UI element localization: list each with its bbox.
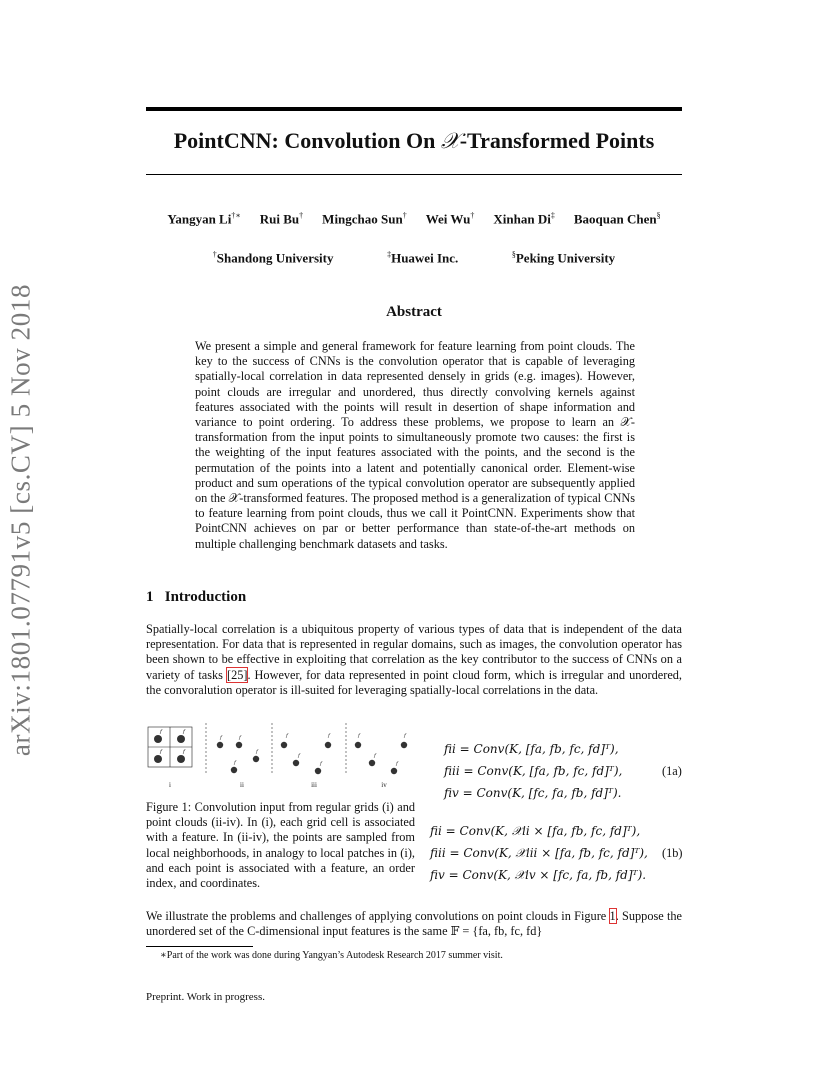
affiliation: †Shandong University (212, 250, 334, 266)
author: Xinhan Di‡ (493, 211, 555, 227)
author-list (146, 211, 682, 227)
equation-1a-line-2: fiii = Conv(K, [fa, fb, fc, fd]ᵀ), (444, 764, 623, 778)
equation-1b-number: (1b) (662, 846, 683, 860)
svg-text:f: f (358, 733, 360, 739)
figure-label-i: i (169, 781, 171, 789)
arxiv-stamp-text: arXiv:1801.07791v5 [cs.CV] 5 Nov 2018 (5, 283, 36, 757)
figure-panel-i (148, 727, 192, 767)
equation-1a-line-1: fii = Conv(K, [fa, fb, fc, fd]ᵀ), (444, 742, 619, 756)
svg-text:f: f (239, 735, 241, 741)
title-x-symbol: 𝒳 (440, 129, 460, 154)
svg-text:f: f (234, 760, 236, 766)
author: Rui Bu† (259, 211, 304, 227)
title-bottom-rule (146, 174, 682, 175)
svg-text:f: f (183, 729, 185, 735)
footnote-rule (146, 946, 253, 947)
figure-label-iv: iv (381, 781, 387, 789)
title-part-2: -Transformed Points (459, 128, 655, 153)
svg-text:f: f (404, 733, 406, 739)
svg-text:f: f (286, 733, 288, 739)
intro-paragraph: Spatially-local correlation is a ubiquitous property of various types of data that is independent of the data representation. For data that is represented in regular domains, such as images, the convolution operator has been shown to be effective in exploiting that correlation as the key contributor to the success of CNNs on a variety of tasks [25]. However, for data represented in point cloud form, which is irregular and unordered, the convoralution operator is ill-suited for leveraging spatially-local correlations in the data. (146, 622, 682, 697)
section-heading (146, 589, 246, 606)
section-title: Introduction (164, 589, 247, 605)
paper-title (146, 128, 682, 154)
equation-1b-line-2: fiii = Conv(K, 𝒳iii × [fa, fb, fc, fd]ᵀ), (430, 846, 648, 860)
equation-1a-line-3: fiv = Conv(K, [fc, fa, fb, fd]ᵀ). (444, 786, 622, 800)
svg-text:f: f (183, 749, 185, 755)
author: Baoquan Chen§ (573, 211, 661, 227)
citation-link[interactable]: [25] (226, 667, 248, 682)
author: Yangyan Li†∗ (167, 211, 241, 227)
title-part-1: PointCNN: Convolution On (173, 128, 441, 153)
abstract-text: We present a simple and general framework for feature learning from point clouds. The key to the success of CNNs is the convolution operator that is capable of leveraging spatially-local correlation in data represented densely in grids (e.g. images). However, point clouds are irregular and unordered, thus directly convolving kernels against features associated with the points will result in desertion of shape information and variance to point ordering. To address these problems, we propose to learn an 𝒳-transformation from the input points to simultaneously promote two causes: the first is the weighting of the input features associated with the points, and the second is the permutation of the points into a latent and potentially canonical order. Element-wise product and sum operations of the typical convolution operator are subsequently applied on the 𝒳-transformed features. The proposed method is a generalization of typical CNNs to feature learning from point clouds, thus we call it PointCNN. Experiments show that PointCNN achieves on par or better performance than state-of-the-art methods on multiple challenging benchmark datasets and tasks. (195, 339, 635, 551)
affiliation: §Peking University (511, 250, 616, 266)
svg-text:f: f (396, 761, 398, 767)
body-paragraph: We illustrate the problems and challenges of applying convolutions on point clouds in Figure 1. Suppose the unordered set of the C-dimensional input features is the same 𝔽 = {fa, fb, fc, fd} (146, 909, 683, 939)
preprint-note: Preprint. Work in progress. (146, 991, 265, 1003)
svg-text:f: f (328, 733, 330, 739)
svg-text:f: f (256, 749, 258, 755)
figure-label-ii: ii (240, 781, 244, 789)
svg-text:f: f (160, 749, 162, 755)
figure-1 (146, 723, 416, 793)
svg-text:f: f (160, 729, 162, 735)
svg-text:f: f (374, 753, 376, 759)
affiliation: ‡Huawei Inc. (387, 250, 459, 266)
equation-1b-line-3: fiv = Conv(K, 𝒳iv × [fc, fa, fb, fd]ᵀ). (430, 868, 647, 882)
equation-1a-number: (1a) (662, 764, 682, 778)
figure-caption: Figure 1: Convolution input from regular grids (i) and point clouds (ii-iv). In (i), each grid cell is associated with a feature. In (ii-iv), the points are sampled from local neighborhoods, in analogy to local patches in (i), and each point is associated with a feature, an order index, and coordinates. (146, 800, 415, 891)
section-number: 1 (146, 589, 154, 605)
author: Wei Wu† (425, 211, 475, 227)
figure-points (217, 742, 407, 774)
footnote: ∗Part of the work was done during Yangyan’s Autodesk Research 2017 summer visit. (160, 950, 503, 961)
author: Mingchao Sun† (322, 211, 407, 227)
svg-text:f: f (298, 753, 300, 759)
figure-ref-link[interactable]: 1 (609, 909, 616, 923)
svg-text:f: f (320, 761, 322, 767)
figure-label-iii: iii (311, 781, 317, 789)
equation-1b-line-1: fii = Conv(K, 𝒳ii × [fa, fb, fc, fd]ᵀ), (430, 824, 641, 838)
abstract-heading: Abstract (386, 304, 442, 320)
affiliation-list (146, 250, 682, 266)
title-top-rule (146, 107, 682, 111)
svg-text:f: f (220, 735, 222, 741)
